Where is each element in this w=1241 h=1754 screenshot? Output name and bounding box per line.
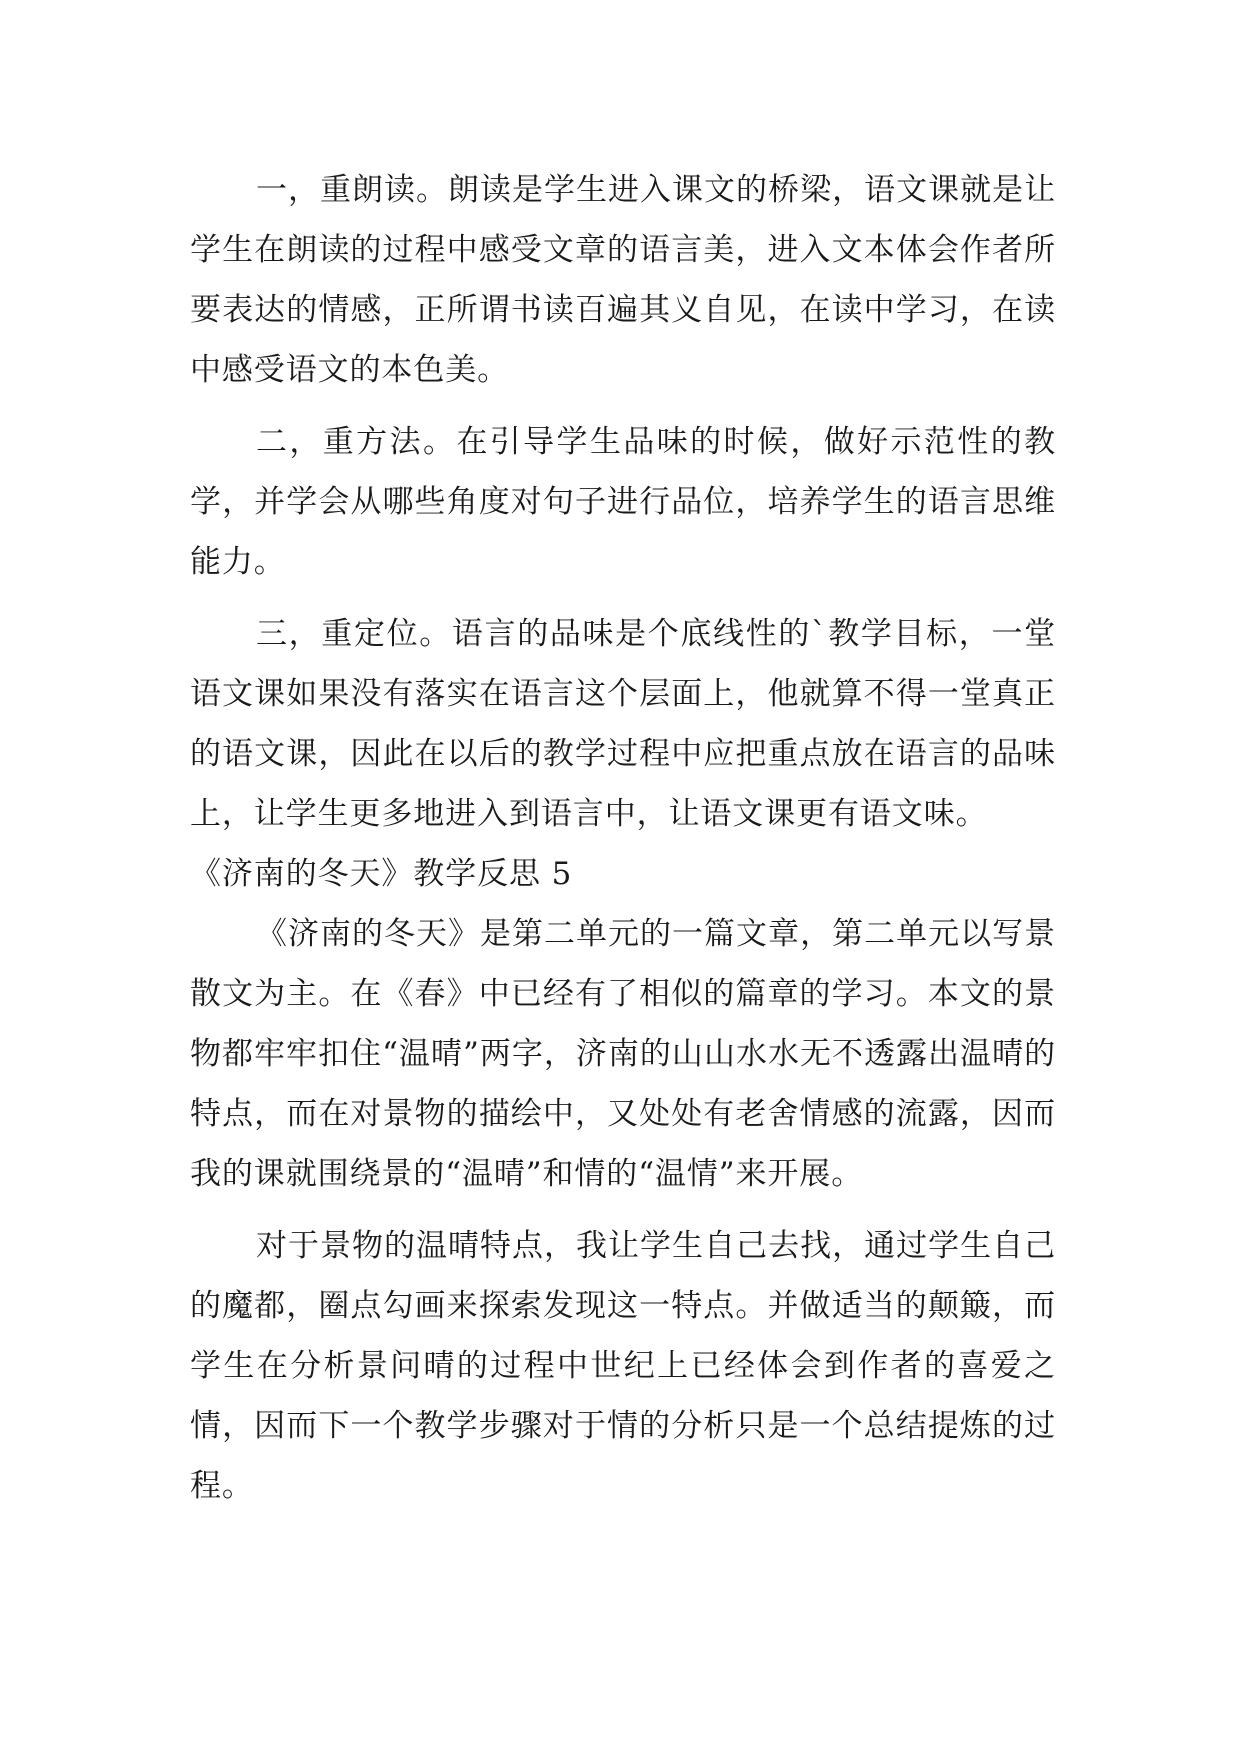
section-title: 《济南的冬天》教学反思 5 <box>190 856 573 892</box>
paragraph-method: 二，重方法。在引导学生品味的时候，做好示范性的教学，并学会从哪些角度对句子进行品位，培养学生的语言思维能力。 <box>190 424 1056 580</box>
paragraph-analysis: 对于景物的温晴特点，我让学生自己去找，通过学生自己的魔都，圈点勾画来探索发现这一特点。并做适当的颠簸，而学生在分析景问晴的过程中世纪上已经体会到作者的喜爱之情，因而下一个教学步骤对于情的分析只是一个总结提炼的过程。 <box>190 1228 1056 1504</box>
paragraph-positioning: 三，重定位。语言的品味是个底线性的`教学目标，一堂语文课如果没有落实在语言这个层面上，他就算不得一堂真正的语文课，因此在以后的教学过程中应把重点放在语言的品味上，让学生更多地进入到语言中，让语文课更有语文味。 <box>190 616 1056 832</box>
paragraph-intro: 《济南的冬天》是第二单元的一篇文章，第二单元以写景散文为主。在《春》中已经有了相似的篇章的学习。本文的景物都牢牢扣住“温晴”两字，济南的山山水水无不透露出温晴的特点，而在对景物的描绘中，又处处有老舍情感的流露，因而我的课就围绕景的“温晴”和情的“温情”来开展。 <box>190 916 1056 1192</box>
paragraph-reading: 一，重朗读。朗读是学生进入课文的桥梁，语文课就是让学生在朗读的过程中感受文章的语言美，进入文本体会作者所要表达的情感，正所谓书读百遍其义自见，在读中学习，在读中感受语文的本色美。 <box>190 172 1056 388</box>
document-page <box>190 160 1056 1516</box>
